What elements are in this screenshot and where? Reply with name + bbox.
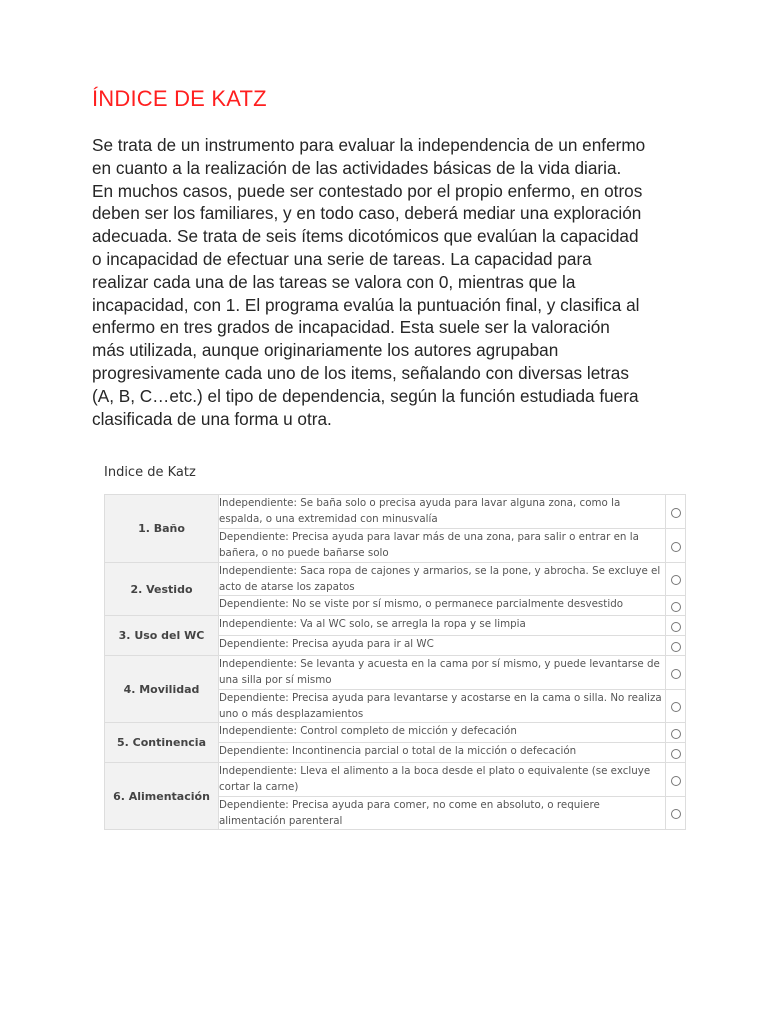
- radio-cell: [666, 797, 686, 830]
- radio-cell: [666, 529, 686, 563]
- intro-line: progresivamente cada uno de los items, señalando con diversas letras: [92, 362, 629, 383]
- radio-button[interactable]: [671, 602, 681, 612]
- category-label: 5. Continencia: [105, 723, 219, 763]
- radio-cell: [666, 495, 686, 529]
- radio-button[interactable]: [671, 749, 681, 759]
- intro-line: más utilizada, aunque originariamente los autores agrupaban: [92, 340, 559, 361]
- table-row: [105, 563, 686, 596]
- category-label: 4. Movilidad: [105, 656, 219, 723]
- category-label: 1. Baño: [105, 495, 219, 563]
- option-text: Dependiente: Incontinencia parcial o total de la micción o defecación: [219, 743, 666, 763]
- category-label: 3. Uso del WC: [105, 616, 219, 656]
- intro-paragraph: [92, 134, 682, 430]
- intro-line: Se trata de un instrumento para evaluar la independencia de un enfermo: [92, 135, 646, 155]
- radio-cell: [666, 563, 686, 596]
- option-text: Dependiente: Precisa ayuda para lavar más de una zona, para salir o entrar en la bañera, o no puede bañarse solo: [219, 529, 666, 563]
- category-label: 2. Vestido: [105, 563, 219, 616]
- radio-cell: [666, 690, 686, 723]
- radio-button[interactable]: [671, 642, 681, 652]
- option-text: Dependiente: Precisa ayuda para levantarse y acostarse en la cama o silla. No realiza uno o más desplazamientos: [219, 690, 666, 723]
- option-text: Independiente: Lleva el alimento a la boca desde el plato o equivalente (se excluye cortar la carne): [219, 763, 666, 797]
- option-text: Dependiente: Precisa ayuda para ir al WC: [219, 636, 666, 656]
- intro-line: o incapacidad de efectuar una serie de tareas. La capacidad para: [92, 248, 592, 269]
- table-row: [105, 616, 686, 636]
- radio-cell: [666, 596, 686, 616]
- radio-button[interactable]: [671, 809, 681, 819]
- intro-line: incapacidad, con 1. El programa evalúa la puntuación final, y clasifica al: [92, 294, 640, 315]
- radio-button[interactable]: [671, 776, 681, 786]
- radio-button[interactable]: [671, 729, 681, 739]
- option-text: Dependiente: No se viste por sí mismo, o permanece parcialmente desvestido: [219, 596, 666, 616]
- radio-cell: [666, 656, 686, 690]
- intro-line: En muchos casos, puede ser contestado por el propio enfermo, en otros: [92, 180, 643, 201]
- table-row: [105, 763, 686, 797]
- intro-line: (A, B, C…etc.) el tipo de dependencia, según la función estudiada fuera: [92, 385, 639, 406]
- radio-button[interactable]: [671, 542, 681, 552]
- katz-table-title: Indice de Katz: [104, 465, 196, 480]
- option-text: Independiente: Control completo de micción y defecación: [219, 723, 666, 743]
- radio-cell: [666, 763, 686, 797]
- radio-cell: [666, 616, 686, 636]
- table-row: [105, 723, 686, 743]
- page-title: ÍNDICE DE KATZ: [92, 86, 267, 111]
- table-row: [105, 656, 686, 690]
- table-row: [105, 495, 686, 529]
- option-text: Independiente: Va al WC solo, se arregla la ropa y se limpia: [219, 616, 666, 636]
- radio-cell: [666, 636, 686, 656]
- option-text: Dependiente: Precisa ayuda para comer, no come en absoluto, o requiere alimentación parenteral: [219, 797, 666, 830]
- option-text: Independiente: Se levanta y acuesta en la cama por sí mismo, y puede levantarse de una silla por sí mismo: [219, 656, 666, 690]
- category-label: 6. Alimentación: [105, 763, 219, 830]
- radio-button[interactable]: [671, 702, 681, 712]
- option-text: Independiente: Saca ropa de cajones y armarios, se la pone, y abrocha. Se excluye el acto de atarse los zapatos: [219, 563, 666, 596]
- radio-button[interactable]: [671, 669, 681, 679]
- radio-button[interactable]: [671, 622, 681, 632]
- option-text: Independiente: Se baña solo o precisa ayuda para lavar alguna zona, como la espalda, o una extremidad con minusvalía: [219, 495, 666, 529]
- intro-line: deben ser los familiares, y en todo caso, deberá mediar una exploración: [92, 203, 642, 224]
- radio-button[interactable]: [671, 508, 681, 518]
- radio-cell: [666, 743, 686, 763]
- intro-line: en cuanto a la realización de las actividades básicas de la vida diaria.: [92, 157, 622, 178]
- intro-line: enfermo en tres grados de incapacidad. Esta suele ser la valoración: [92, 317, 610, 338]
- intro-line: realizar cada una de las tareas se valora con 0, mientras que la: [92, 271, 576, 292]
- radio-button[interactable]: [671, 575, 681, 585]
- radio-cell: [666, 723, 686, 743]
- intro-line: adecuada. Se trata de seis ítems dicotómicos que evalúan la capacidad: [92, 226, 639, 247]
- intro-line: clasificada de una forma u otra.: [92, 408, 332, 429]
- katz-table: [104, 494, 686, 830]
